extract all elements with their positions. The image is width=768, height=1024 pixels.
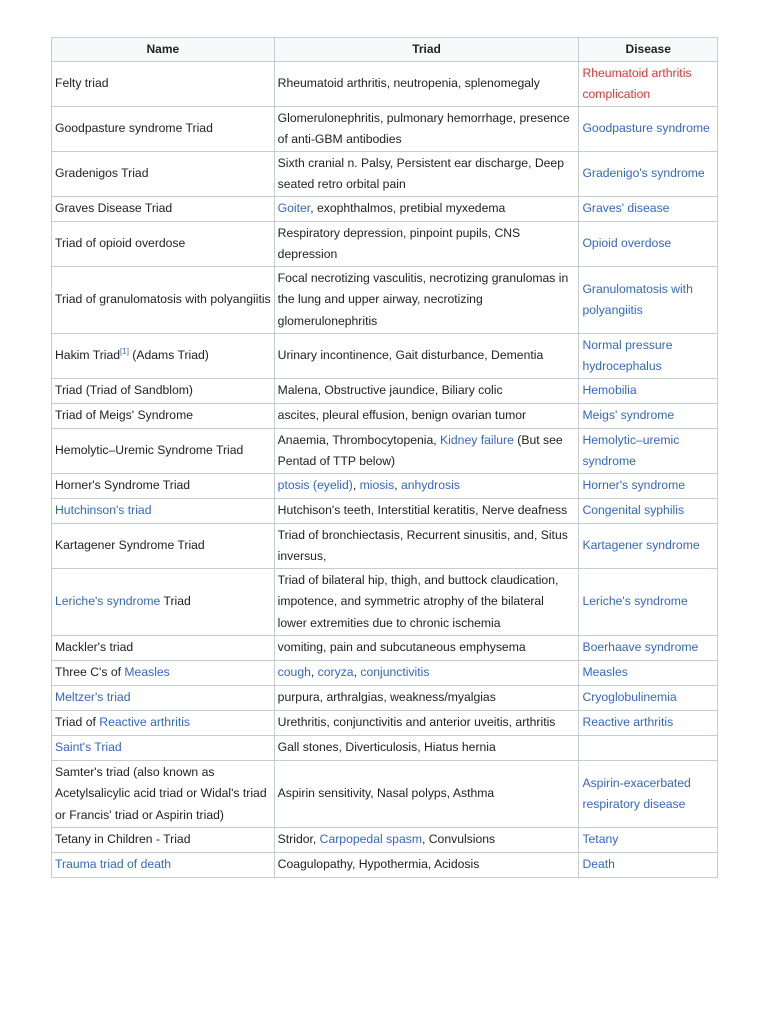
table-row [52,711,718,736]
triad-link[interactable]: anhydrosis [400,478,460,493]
table-row [52,474,718,499]
disease-link[interactable]: Granulomatosis with polyangiitis [582,281,693,317]
triad-text: Stridor, [277,832,320,847]
triad-text: , Convulsions [421,832,496,847]
disease-link[interactable]: Congenital syphilis [582,503,685,518]
name-link[interactable]: Leriche's syndrome [55,594,161,609]
table-row [52,828,718,853]
triad-link[interactable]: Carpopedal spasm [319,832,422,847]
disease-link[interactable]: Horner's syndrome [582,478,686,493]
row-triad: Urinary incontinence, Gait disturbance, Dementia [274,334,579,379]
table-row [52,197,718,222]
row-name: Goodpasture syndrome Triad [52,107,275,152]
row-triad: Respiratory depression, pinpoint pupils, CNS depression [274,222,579,267]
header-triad: Triad [274,38,579,62]
row-triad [274,661,579,686]
row-triad: vomiting, pain and subcutaneous emphysema [274,636,579,661]
table-row [52,379,718,404]
row-name [52,736,275,761]
triad-table [51,37,718,878]
row-triad: Hutchison's teeth, Interstitial keratitis, Nerve deafness [274,499,579,524]
disease-link[interactable]: Graves' disease [582,201,670,216]
triad-link[interactable]: Goiter [277,201,311,216]
triad-link[interactable]: miosis [359,478,395,493]
name-link[interactable]: Saint's Triad [55,740,122,755]
disease-link[interactable]: Tetany [582,832,619,847]
disease-link[interactable]: Kartagener syndrome [582,538,700,553]
row-triad: Rheumatoid arthritis, neutropenia, splenomegaly [274,62,579,107]
disease-link[interactable]: Cryoglobulinemia [582,690,677,705]
row-triad: Focal necrotizing vasculitis, necrotizing granulomas in the lung and upper airway, necrotizing glomerulonephritis [274,267,579,334]
row-name: Triad of granulomatosis with polyangiitis [52,267,275,334]
triad-link[interactable]: Kidney failure [440,432,514,447]
row-triad [274,429,579,474]
table-row [52,853,718,878]
row-triad [274,828,579,853]
table-row [52,636,718,661]
row-triad: Coagulopathy, Hypothermia, Acidosis [274,853,579,878]
row-triad: Urethritis, conjunctivitis and anterior uveitis, arthritis [274,711,579,736]
row-triad: Glomerulonephritis, pulmonary hemorrhage, presence of anti-GBM antibodies [274,107,579,152]
row-triad [274,197,579,222]
table-row [52,524,718,569]
row-name [52,569,275,636]
table-row [52,499,718,524]
row-triad: Gall stones, Diverticulosis, Hiatus hernia [274,736,579,761]
name-text: (Adams Triad) [128,348,209,363]
table-row [52,661,718,686]
triad-link[interactable]: coryza [317,665,354,680]
disease-link[interactable]: Goodpasture syndrome [582,121,710,136]
triad-link[interactable]: conjunctivitis [360,665,430,680]
row-name: Kartagener Syndrome Triad [52,524,275,569]
disease-link[interactable]: Leriche's syndrome [582,594,688,609]
disease-link[interactable]: Opioid overdose [582,236,672,251]
table-row [52,267,718,334]
row-name: Horner's Syndrome Triad [52,474,275,499]
reference-link[interactable]: [1] [120,347,129,357]
row-triad: Sixth cranial n. Palsy, Persistent ear discharge, Deep seated retro orbital pain [274,152,579,197]
name-link[interactable]: Reactive arthritis [99,715,191,730]
disease-link[interactable]: Measles [582,665,628,680]
triad-text: Anaemia, Thrombocytopenia, [277,432,441,447]
name-text: Triad of [55,715,100,730]
disease-link[interactable]: Boerhaave syndrome [582,640,699,655]
name-link[interactable]: Measles [124,665,170,680]
disease-link[interactable]: Reactive arthritis [582,715,674,730]
table-row [52,569,718,636]
table-row [52,686,718,711]
row-name: Triad of opioid overdose [52,222,275,267]
row-name: Felty triad [52,62,275,107]
table-header-row [52,38,718,62]
disease-link[interactable]: Normal pressure hydrocephalus [582,337,673,373]
row-name: Graves Disease Triad [52,197,275,222]
table-row [52,404,718,429]
row-name [52,661,275,686]
row-name [52,853,275,878]
disease-link[interactable]: Hemobilia [582,383,637,398]
name-link[interactable]: Hutchinson's triad [55,503,152,518]
table-row [52,222,718,267]
row-triad: ascites, pleural effusion, benign ovarian tumor [274,404,579,429]
disease-link[interactable]: Aspirin-exacerbated respiratory disease [582,775,691,811]
disease-link[interactable]: Hemolytic–uremic syndrome [582,432,680,468]
table-row [52,107,718,152]
triad-text: (But see Pentad of TTP below) [277,432,563,468]
disease-link[interactable]: Meigs' syndrome [582,408,675,423]
separator: , [352,478,360,493]
table-row [52,62,718,107]
name-text: Triad [160,594,191,609]
row-triad: Triad of bilateral hip, thigh, and buttock claudication, impotence, and symmetric atrophy of the bilateral lower extremities due to chronic ischemia [274,569,579,636]
row-name: Samter's triad (also known as Acetylsalicylic acid triad or Widal's triad or Francis' triad or Aspirin triad) [52,761,275,828]
table-row [52,152,718,197]
row-name: Gradenigos Triad [52,152,275,197]
row-name: Triad (Triad of Sandblom) [52,379,275,404]
row-name [52,334,275,379]
header-disease: Disease [579,38,718,62]
row-triad: Triad of bronchiectasis, Recurrent sinusitis, and, Situs inversus, [274,524,579,569]
row-name [52,711,275,736]
row-triad: Aspirin sensitivity, Nasal polyps, Asthma [274,761,579,828]
row-name: Triad of Meigs' Syndrome [52,404,275,429]
row-name: Mackler's triad [52,636,275,661]
row-name: Hemolytic–Uremic Syndrome Triad [52,429,275,474]
row-triad: Malena, Obstructive jaundice, Biliary colic [274,379,579,404]
separator: , [394,478,401,493]
row-name: Tetany in Children - Triad [52,828,275,853]
name-text: Three C's of [55,665,125,680]
triad-link[interactable]: cough [277,665,311,680]
table-row [52,429,718,474]
separator: , [353,665,361,680]
table-row [52,736,718,761]
row-disease-empty [579,736,718,761]
row-name [52,499,275,524]
header-name: Name [52,38,275,62]
name-text: Hakim Triad [55,348,121,363]
disease-link[interactable]: Gradenigo's syndrome [582,166,705,181]
row-triad [274,474,579,499]
triad-text: , exophthalmos, pretibial myxedema [310,201,506,216]
name-link[interactable]: Meltzer's triad [55,690,131,705]
row-name [52,686,275,711]
row-triad: purpura, arthralgias, weakness/myalgias [274,686,579,711]
table-row [52,334,718,379]
disease-link[interactable]: Rheumatoid arthritis complication [582,65,692,101]
triad-link[interactable]: ptosis (eyelid) [277,478,353,493]
separator: , [310,665,318,680]
name-link[interactable]: Trauma triad of death [55,857,172,872]
disease-link[interactable]: Death [582,857,615,872]
table-row [52,761,718,828]
